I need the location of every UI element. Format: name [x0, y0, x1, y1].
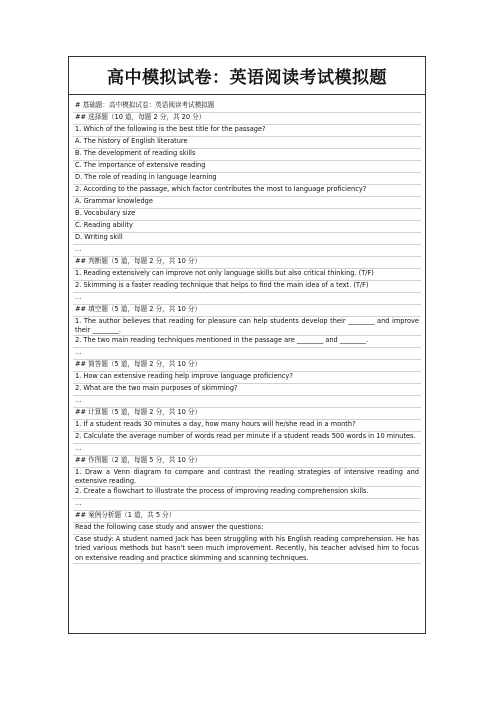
question-text: 2. According to the passage, which factor contributes the most to language proficiency?	[73, 185, 421, 197]
option-text: D. The role of reading in language learning	[73, 173, 421, 185]
option-text: D. Writing skill	[73, 233, 421, 245]
section-heading: ## 填空题（5 道，每题 2 分，共 10 分）	[73, 305, 421, 317]
question-text: 2. Calculate the average number of words read per minute if a student reads 500 words in 10 minutes.	[73, 432, 421, 444]
question-text: 1. The author believes that reading for pleasure can help students develop their ________ and improve their ________.	[73, 317, 421, 336]
section-heading: ## 判断题（5 道，每题 2 分，共 10 分）	[73, 257, 421, 269]
section-heading: ## 案例分析题（1 道，共 5 分）	[73, 511, 421, 523]
ellipsis-separator: …	[73, 348, 421, 360]
option-text: B. Vocabulary size	[73, 209, 421, 221]
question-text: 1. If a student reads 30 minutes a day, how many hours will he/she read in a month?	[73, 420, 421, 432]
ellipsis-separator: …	[73, 245, 421, 257]
ellipsis-separator: …	[73, 499, 421, 511]
option-text: C. Reading ability	[73, 221, 421, 233]
question-text: 1. Reading extensively can improve not only language skills but also critical thinking. (T/F)	[73, 269, 421, 281]
doc-line: # 基础题：高中模拟试卷：英语阅读考试模拟题	[73, 101, 421, 113]
question-text: 1. How can extensive reading help improve language proficiency?	[73, 372, 421, 384]
page-title: 高中模拟试卷：英语阅读考试模拟题	[107, 68, 387, 88]
document-body	[69, 95, 425, 564]
option-text: A. The history of English literature	[73, 137, 421, 149]
option-text: B. The development of reading skills	[73, 149, 421, 161]
question-text: 2. Skimming is a faster reading technique that helps to find the main idea of a text. (T/F)	[73, 281, 421, 293]
case-study-text: Case study: A student named Jack has been struggling with his English reading comprehension. He has tried various methods but hasn't seen much improvement. Recently, his teacher advised him to focus on extensive reading and practice skimming and scanning techniques.	[73, 535, 421, 563]
title-row	[69, 57, 425, 95]
question-text: 1. Draw a Venn diagram to compare and contrast the reading strategies of intensive reading and extensive reading.	[73, 468, 421, 487]
ellipsis-separator: …	[73, 293, 421, 305]
instruction-text: Read the following case study and answer the questions:	[73, 523, 421, 535]
section-heading: ## 简答题（5 道，每题 2 分，共 10 分）	[73, 360, 421, 372]
exam-document	[68, 56, 426, 634]
ellipsis-separator: …	[73, 396, 421, 408]
question-text: 1. Which of the following is the best title for the passage?	[73, 125, 421, 137]
section-heading: ## 作图题（2 道，每题 5 分，共 10 分）	[73, 456, 421, 468]
section-heading: ## 选择题（10 道，每题 2 分，共 20 分）	[73, 113, 421, 125]
ellipsis-separator: …	[73, 444, 421, 456]
question-text: 2. What are the two main purposes of skimming?	[73, 384, 421, 396]
question-text: 2. Create a flowchart to illustrate the process of improving reading comprehension skills.	[73, 487, 421, 499]
option-text: C. The importance of extensive reading	[73, 161, 421, 173]
option-text: A. Grammar knowledge	[73, 197, 421, 209]
question-text: 2. The two main reading techniques mentioned in the passage are ________ and ________.	[73, 336, 421, 348]
section-heading: ## 计算题（5 道，每题 2 分，共 10 分）	[73, 408, 421, 420]
